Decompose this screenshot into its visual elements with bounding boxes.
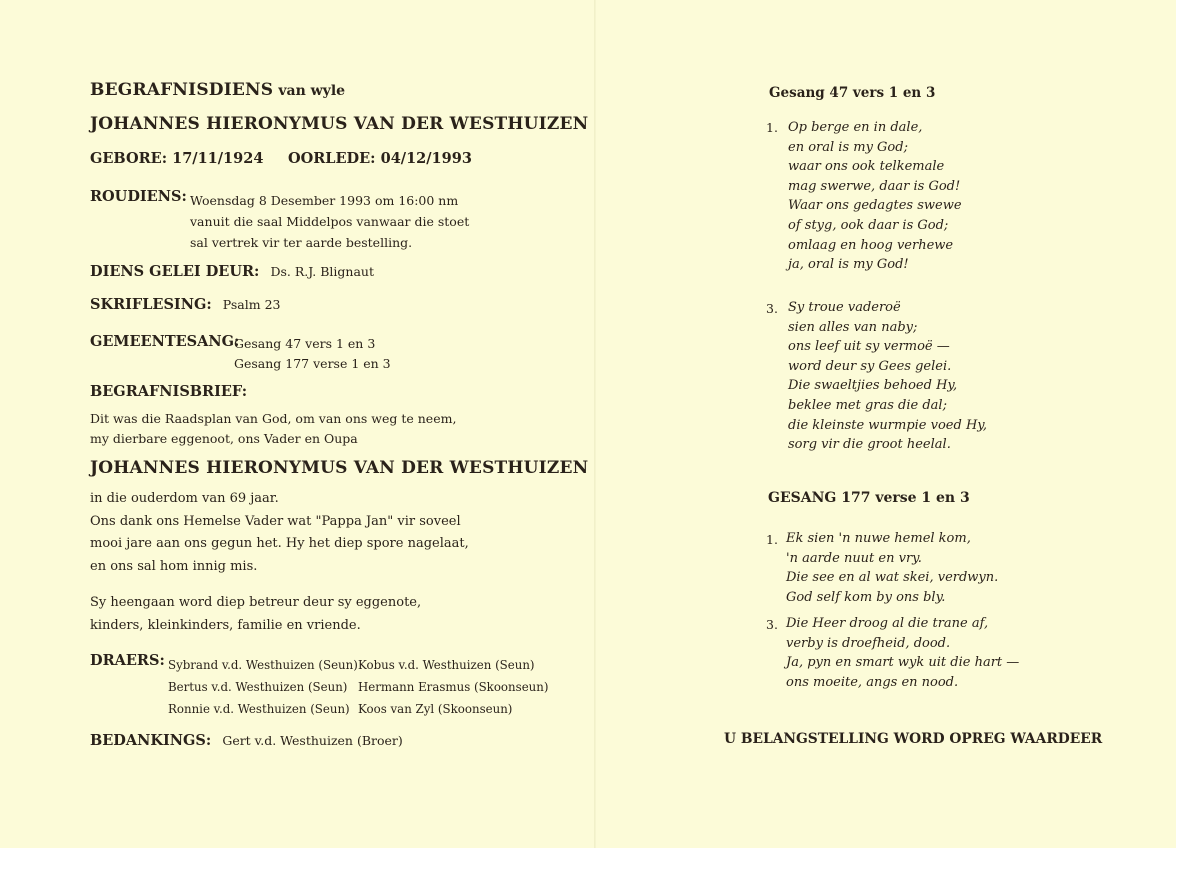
mourning-line: kinders, kleinkinders, familie en vriende. [90, 617, 361, 633]
verse-line: Die swaeltjies behoed Hy, [788, 378, 958, 394]
service-heading-main: BEGRAFNISDIENS [90, 80, 274, 100]
verse-line: waar ons ook telkemale [788, 159, 945, 175]
born-date: 17/11/1924 [172, 150, 264, 167]
hymn1-title: Gesang 47 vers 1 en 3 [769, 85, 936, 101]
verse-line: sorg vir die groot heelal. [788, 437, 951, 453]
mourning-text [90, 592, 421, 637]
verse-line: Die see en al wat skei, verdwyn. [786, 570, 999, 586]
roudiens-line: sal vertrek vir ter aarde bestelling. [190, 235, 413, 250]
bedankings-label: BEDANKINGS: [90, 732, 212, 749]
pallbearer: Koos van Zyl (Skoonseun) [358, 702, 513, 716]
pallbearer: Ronnie v.d. Westhuizen (Seun) [168, 702, 350, 716]
roudiens-line: vanuit die saal Middelpos vanwaar die stoet [190, 214, 470, 229]
brief-line: Dit was die Raadsplan van God, om van ons weg te neem, [90, 411, 457, 426]
roudiens-details [190, 190, 469, 253]
died-label: OORLEDE: [288, 150, 376, 167]
tribute-text [90, 488, 469, 578]
gemeentesang-hymn: Gesang 177 verse 1 en 3 [234, 356, 391, 371]
verse-line: beklee met gras die dal; [788, 397, 947, 413]
verse-line: die kleinste wurmpie voed Hy, [788, 417, 988, 433]
skriflesing-value: Psalm 23 [222, 297, 281, 312]
closing-appreciation: U BELANGSTELLING WORD OPREG WAARDEER [724, 731, 1103, 747]
verse-number: 1. [766, 120, 778, 135]
diens-line [90, 261, 374, 280]
verse-line: en oral is my God; [788, 139, 908, 155]
tribute-line: Ons dank ons Hemelse Vader wat "Pappa Jan" vir soveel [90, 513, 461, 529]
died-line [288, 150, 472, 167]
verse-line: of styg, ook daar is God; [788, 217, 949, 233]
deceased-name: JOHANNES HIERONYMUS VAN DER WESTHUIZEN [90, 114, 589, 134]
verse-line: word deur sy Gees gelei. [788, 358, 952, 374]
hymn1-verse-1 [788, 118, 962, 275]
verse-line: mag swerwe, daar is God! [788, 178, 961, 194]
hymn1-verse-3 [788, 298, 987, 455]
verse-line: verby is droefheid, dood. [786, 635, 951, 651]
hymn2-title: GESANG 177 verse 1 en 3 [768, 490, 970, 506]
diens-value: Ds. R.J. Blignaut [270, 264, 374, 279]
hymn2-verse-1 [786, 529, 998, 607]
diens-label: DIENS GELEI DEUR: [90, 263, 260, 280]
pallbearer: Kobus v.d. Westhuizen (Seun) [358, 658, 535, 672]
died-date: 04/12/1993 [380, 150, 472, 167]
draers-column-1 [168, 654, 358, 720]
verse-line: sien alles van naby; [788, 319, 918, 335]
verse-number: 1. [766, 532, 778, 547]
skriflesing-line [90, 294, 280, 313]
verse-line: ons moeite, angs en nood. [786, 674, 959, 690]
draers-label: DRAERS: [90, 652, 165, 669]
begrafnisbrief-text [90, 409, 456, 449]
bedankings-line [90, 730, 403, 749]
verse-number: 3. [766, 301, 778, 316]
verse-line: God self kom by ons bly. [786, 589, 946, 605]
gemeentesang-hymns [234, 334, 391, 374]
skriflesing-label: SKRIFLESING: [90, 296, 212, 313]
service-heading-suffix: van wyle [278, 83, 346, 99]
bedankings-value: Gert v.d. Westhuizen (Broer) [222, 733, 403, 748]
verse-line: Sy troue vaderoë [788, 300, 901, 315]
pallbearer: Sybrand v.d. Westhuizen (Seun) [168, 658, 358, 672]
verse-line: Op berge en in dale, [788, 120, 923, 135]
page-fold [594, 0, 596, 848]
pallbearer: Bertus v.d. Westhuizen (Seun) [168, 680, 348, 694]
verse-line: ja, oral is my God! [788, 257, 909, 273]
mourning-line: Sy heengaan word diep betreur deur sy eggenote, [90, 595, 422, 610]
gemeentesang-hymn: Gesang 47 vers 1 en 3 [234, 336, 376, 351]
roudiens-line: Woensdag 8 Desember 1993 om 16:00 nm [190, 193, 459, 208]
hymn2-verse-3 [786, 614, 1019, 692]
born-line [90, 150, 263, 167]
tribute-line: en ons sal hom innig mis. [90, 558, 258, 574]
verse-line: Ja, pyn en smart wyk uit die hart — [786, 655, 1020, 671]
verse-line: ons leef uit sy vermoë — [788, 339, 950, 355]
roudiens-label: ROUDIENS: [90, 188, 187, 205]
deceased-name-repeat: JOHANNES HIERONYMUS VAN DER WESTHUIZEN [90, 458, 589, 478]
verse-line: Waar ons gedagtes swewe [788, 198, 962, 214]
tribute-line: mooi jare aan ons gegun het. Hy het diep spore nagelaat, [90, 536, 469, 551]
gemeentesang-label: GEMEENTESANG: [90, 333, 240, 350]
tribute-line: in die ouderdom van 69 jaar. [90, 491, 279, 506]
pallbearer: Hermann Erasmus (Skoonseun) [358, 680, 549, 694]
verse-line: Ek sien 'n nuwe hemel kom, [786, 531, 971, 546]
born-label: GEBORE: [90, 150, 168, 167]
verse-line: Die Heer droog al die trane af, [786, 616, 989, 631]
brief-line: my dierbare eggenoot, ons Vader en Oupa [90, 431, 358, 446]
verse-line: omlaag en hoog verhewe [788, 237, 954, 253]
draers-column-2 [358, 654, 548, 720]
service-heading [90, 80, 345, 100]
begrafnisbrief-label: BEGRAFNISBRIEF: [90, 383, 248, 400]
verse-line: 'n aarde nuut en vry. [786, 550, 922, 566]
verse-number: 3. [766, 617, 778, 632]
